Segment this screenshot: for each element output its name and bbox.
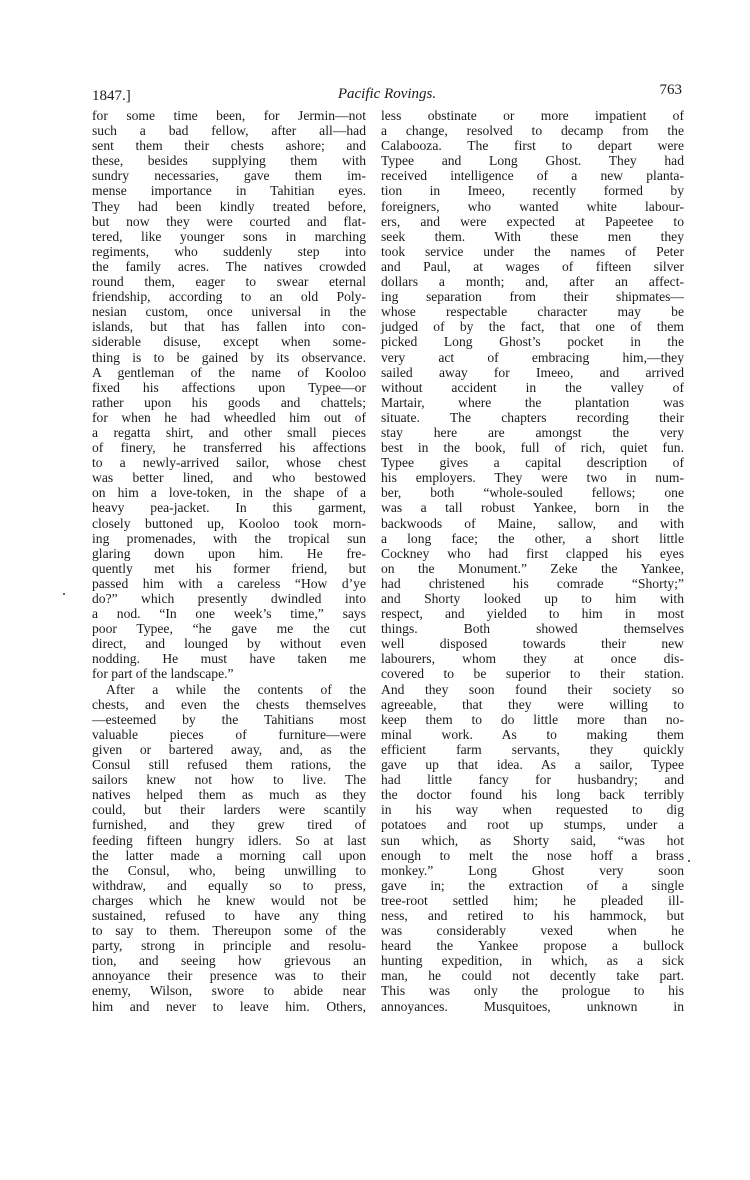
text-line: enough to melt the nose hoff a brass <box>381 847 684 863</box>
text-line: sustained, refused to have any thing <box>92 907 366 923</box>
text-line: round them, eager to swear eternal <box>92 274 366 290</box>
text-line: monkey.” Long Ghost very soon <box>381 862 684 878</box>
text-line: and Paul, at wages of fifteen silver <box>381 258 684 274</box>
text-line: sailed away for Imeeo, and arrived <box>381 364 684 380</box>
text-line: ing separation from their shipmates— <box>381 289 684 305</box>
text-line: for part of the landscape.” <box>92 666 234 682</box>
text-line: They had been kindly treated before, <box>92 198 366 214</box>
text-line: gave up that idea. As a sailor, Typee <box>381 757 684 773</box>
text-line: a change, resolved to decamp from the <box>381 123 684 139</box>
text-line: and Shorty looked up to him with <box>381 591 684 606</box>
text-line: to a newly-arrived sailor, whose chest <box>92 455 366 471</box>
text-line: Typee and Long Ghost. They had <box>381 153 684 169</box>
text-line: could, but their larders were scantily <box>92 802 366 818</box>
text-line: dollars a month; and, after an affect- <box>381 274 684 290</box>
text-line: was a tall robust Yankee, born in the <box>381 500 684 516</box>
text-line: This was only the prologue to his <box>381 983 684 999</box>
running-header <box>90 84 684 104</box>
text-line: whose respectable character may be <box>381 304 684 320</box>
text-line: rather upon his goods and chattels; <box>92 394 366 410</box>
text-line: things. Both showed themselves <box>381 621 684 637</box>
text-line: ing promenades, with the tropical sun <box>92 530 366 546</box>
text-line: charges which he knew would not be <box>92 892 366 908</box>
text-line: valuable pieces of furniture—were <box>92 726 366 742</box>
header-year: 1847.] <box>92 88 131 104</box>
text-line: withdraw, and equally so to press, <box>92 877 366 893</box>
text-line: respect, and yielded to him in most <box>381 606 684 622</box>
text-line: had little fancy for husbandry; and <box>381 772 684 788</box>
text-line: glaring down upon him. He fre- <box>92 545 366 561</box>
text-line: such a bad fellow, after all—had <box>92 123 366 139</box>
text-line: potatoes and root up stumps, under a <box>381 817 684 833</box>
text-line: thing is to be gained by its observance. <box>92 349 366 365</box>
text-line: best in the book, full of rich, quiet fun. <box>381 440 684 456</box>
text-line: Martair, where the plantation was <box>381 394 684 410</box>
text-line: feeding fifteen hungry idlers. So at last <box>92 832 366 848</box>
text-line: passed him with a careless “How d’ye <box>92 575 366 591</box>
text-line: him and never to leave him. Others, <box>92 998 366 1014</box>
text-line: to say to them. Thereupon some of the <box>92 923 366 939</box>
text-line: backwoods of Maine, sallow, and with <box>381 515 684 531</box>
text-line: his employers. They were two in num- <box>381 470 684 486</box>
text-line: well disposed towards their new <box>381 636 684 652</box>
text-line: nodding. He must have taken me <box>92 651 366 667</box>
text-line: the family acres. The natives crowded <box>92 258 366 274</box>
text-line: these, besides supplying them with <box>92 153 366 169</box>
text-line: situate. The chapters recording their <box>381 409 684 425</box>
text-line: sundry necessaries, gave them im- <box>92 168 366 184</box>
text-line: —esteemed by the Tahitians most <box>92 711 366 727</box>
text-line: ness, and retired to his hammock, but <box>381 907 684 923</box>
text-line: stay here are amongst the very <box>381 424 684 440</box>
text-line: ber, both “whole-souled fellows; one <box>381 485 684 501</box>
text-line: annoyances. Musquitoes, unknown in <box>381 998 684 1014</box>
text-line: natives helped them as much as they <box>92 787 366 803</box>
text-line: Cockney who had first clapped his eyes <box>381 545 684 561</box>
text-line: a long face; the other, a short little <box>381 530 684 546</box>
text-line: was better lined, and who bestowed <box>92 470 366 486</box>
text-line: for when he had wheedled him out of <box>92 409 366 425</box>
text-line: on the Monument.” Zeke the Yankee, <box>381 560 684 576</box>
text-line: Consul still refused them rations, the <box>92 757 366 773</box>
text-line: the latter made a morning call upon <box>92 847 366 863</box>
text-line: without accident in the valley of <box>381 379 684 395</box>
text-line: poor Typee, “he gave me the cut <box>92 621 366 637</box>
text-line: islands, but that has fallen into con- <box>92 319 366 335</box>
text-line: After a while the contents of the <box>106 681 366 697</box>
text-line: less obstinate or more impatient of <box>381 108 684 123</box>
text-line: heavy pea-jacket. In this garment, <box>92 500 366 516</box>
left-column <box>92 108 366 1014</box>
text-line: sun which, as Shorty said, “was hot <box>381 832 684 848</box>
text-line: foreigners, who wanted white labour- <box>381 198 684 214</box>
text-line: tion in Imeeo, recently formed by <box>381 183 684 199</box>
text-line: mense importance in Tahitian eyes. <box>92 183 366 199</box>
text-line: ers, and were expected at Papeetee to <box>381 213 684 229</box>
text-line: tion, and seeing how grievous an <box>92 953 366 969</box>
text-line: very act of embracing him,—they <box>381 349 684 365</box>
page-number: 763 <box>659 82 682 98</box>
text-line: for some time been, for Jermin—not <box>92 108 366 123</box>
text-line: picked Long Ghost’s pocket in the <box>381 334 684 350</box>
text-line: keep them to do little more than no- <box>381 711 684 727</box>
text-line: gave in; the extraction of a single <box>381 877 684 893</box>
text-line: enemy, Wilson, swore to abide near <box>92 983 366 999</box>
text-line: a regatta shirt, and other small pieces <box>92 424 366 440</box>
text-line: heard the Yankee propose a bullock <box>381 938 684 954</box>
text-line: minal work. As to making them <box>381 726 684 742</box>
text-line: tered, like younger sons in marching <box>92 228 366 244</box>
text-line: of finery, he transferred his affections <box>92 440 366 456</box>
text-line: but now they were courted and flat- <box>92 213 366 229</box>
text-line: received intelligence of a new planta- <box>381 168 684 184</box>
text-line: closely buttoned up, Kooloo took morn- <box>92 515 366 531</box>
text-line: a nod. “In one week’s time,” says <box>92 606 366 622</box>
right-column <box>381 108 684 1014</box>
text-line: seek them. With these men they <box>381 228 684 244</box>
text-line: party, strong in principle and resolu- <box>92 938 366 954</box>
text-line: on him a love-token, in the shape of a <box>92 485 366 501</box>
text-line: in his way when requested to dig <box>381 802 684 818</box>
text-line: direct, and lounged by without even <box>92 636 366 652</box>
text-line: was considerably vexed when he <box>381 923 684 939</box>
text-line: sailors knew not how to live. The <box>92 772 366 788</box>
text-line: judged of by the fact, that one of them <box>381 319 684 335</box>
text-line: chests, and even the chests themselves <box>92 696 366 712</box>
text-line: sent them their chests ashore; and <box>92 138 366 154</box>
text-line: Calabooza. The first to depart were <box>381 138 684 154</box>
running-title: Pacific Rovings. <box>337 86 437 102</box>
text-line: And they soon found their society so <box>381 681 684 697</box>
text-line: man, he could not decently take part. <box>381 968 684 984</box>
print-speck <box>63 593 65 595</box>
text-line: tree-root settled him; he pleaded ill- <box>381 892 684 908</box>
text-line: A gentleman of the name of Kooloo <box>92 364 366 380</box>
text-line: siderable disuse, except when some- <box>92 334 366 350</box>
text-line: the Consul, who, being unwilling to <box>92 862 366 878</box>
text-line: took service under the names of Peter <box>381 243 684 259</box>
text-line: hunting expedition, in which, as a sick <box>381 953 684 969</box>
text-line: do?” which presently dwindled into <box>92 591 366 606</box>
text-line: covered to be superior to their station. <box>381 666 684 682</box>
text-line: quently met his former friend, but <box>92 560 366 576</box>
text-line: had christened his comrade “Shorty;” <box>381 575 684 591</box>
text-line: Typee gives a capital description of <box>381 455 684 471</box>
text-line: nesian custom, once universal in the <box>92 304 366 320</box>
text-line: efficient farm servants, they quickly <box>381 741 684 757</box>
text-line: furnished, and they grew tired of <box>92 817 366 833</box>
text-line: regiments, who suddenly step into <box>92 243 366 259</box>
print-speck <box>688 860 690 862</box>
text-line: agreeable, that they were willing to <box>381 696 684 712</box>
text-line: annoyance their presence was to their <box>92 968 366 984</box>
text-line: friendship, according to an old Poly- <box>92 289 366 305</box>
text-line: given or bartered away, and, as the <box>92 741 366 757</box>
text-line: the doctor found his long back terribly <box>381 787 684 803</box>
text-line: fixed his affections upon Typee—or <box>92 379 366 395</box>
text-line: labourers, whom they at once dis- <box>381 651 684 667</box>
